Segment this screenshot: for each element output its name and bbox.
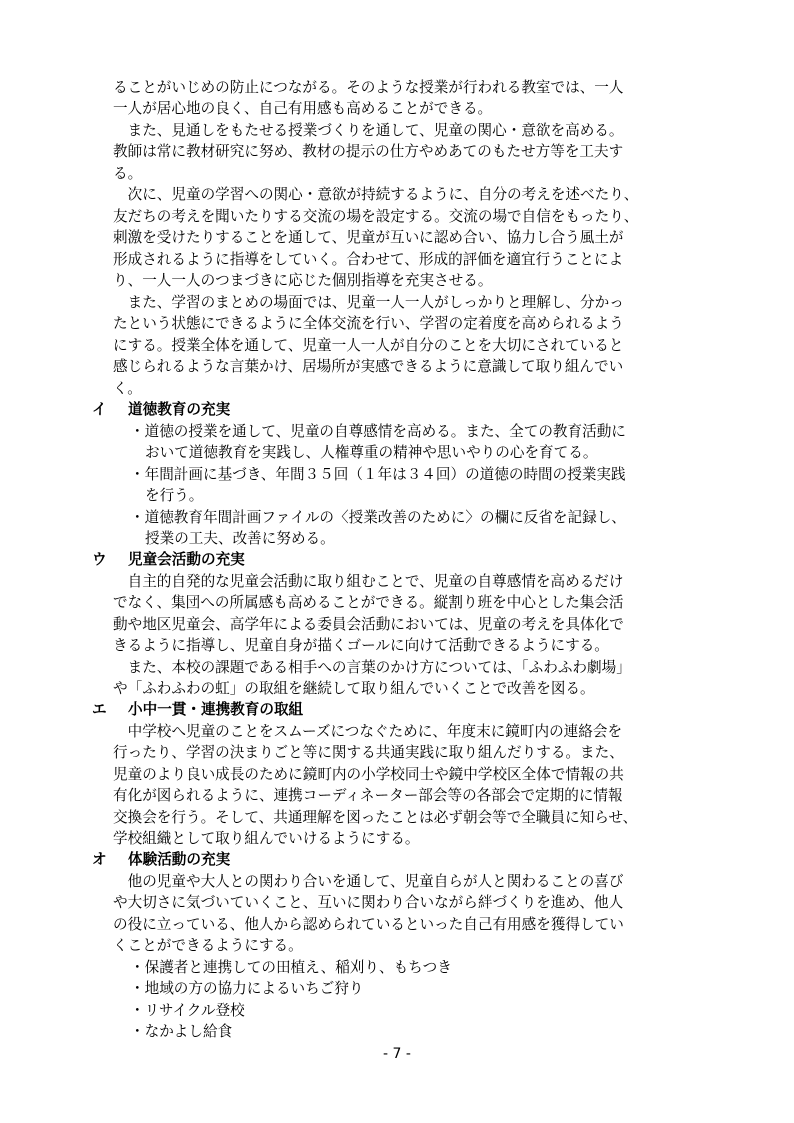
section-marker: イ	[92, 401, 107, 418]
section-marker: エ	[92, 701, 107, 718]
intro-line: 一人が居心地の良く、自己有用感も高めることができる。	[113, 100, 493, 117]
paragraph-line: 有化が図られるように、連携コーディネーター部会等の各部会で定期的に情報	[113, 787, 623, 804]
section-title: 道徳教育の充実	[128, 401, 231, 418]
bullet-continuation: 授業の工夫、改善に努める。	[145, 530, 335, 547]
intro-line: 感じられるような言葉かけ、居場所が実感できるように意識して取り組んでい	[113, 358, 624, 375]
bullet-line: ・年間計画に基づき、年間３５回（１年は３４回）の道徳の時間の授業実践	[130, 466, 626, 483]
intro-line: 友だちの考えを聞いたりする交流の場を設定する。交流の場で自信をもったり、	[113, 208, 639, 225]
bullet-continuation: おいて道徳教育を実践し、人権尊重の精神や思いやりの心を育てる。	[145, 444, 598, 461]
section-marker: ウ	[92, 551, 107, 568]
paragraph-line: 自主的自発的な児童会活動に取り組むことで、児童の自尊感情を高めるだけ	[113, 573, 624, 590]
section-title: 体験活動の充実	[128, 851, 231, 868]
section-heading	[92, 699, 303, 721]
bullet-line: ・地域の方の協力によるいちご狩り	[130, 980, 364, 997]
intro-line: 教師は常に教材研究に努め、教材の提示の仕方やめあてのもたせ方等を工夫す	[113, 143, 624, 160]
bullet-line: ・保護者と連携しての田植え、稲刈り、もちつき	[130, 959, 452, 976]
intro-line: たという状態にできるように全体交流を行い、学習の定着度を高められるよう	[113, 315, 624, 332]
paragraph-line: くことができるようにする。	[113, 937, 303, 954]
intro-line: ることがいじめの防止につながる。そのような授業が行われる教室では、一人	[113, 79, 624, 96]
intro-line: にする。授業全体を通して、児童一人一人が自分のことを大切にされていると	[113, 337, 624, 354]
paragraph-line: また、本校の課題である相手への言葉のかけ方については、「ふわふわ劇場」	[113, 659, 631, 676]
bullet-continuation: を行う。	[145, 487, 204, 504]
section-title: 児童会活動の充実	[128, 551, 245, 568]
paragraph-line: でなく、集団への所属感も高めることができる。縦割り班を中心とした集会活	[113, 594, 624, 611]
bullet-line: ・なかよし給食	[130, 1023, 233, 1040]
bullet-line: ・道徳教育年間計画ファイルの〈授業改善のために〉の欄に反省を記録し、	[130, 509, 626, 526]
paragraph-line: や大切さに気づいていくこと、互いに関わり合いながら絆づくりを進め、他人	[113, 894, 624, 911]
intro-line: る。	[113, 165, 143, 182]
bullet-line: ・道徳の授業を通して、児童の自尊感情を高める。また、全ての教育活動に	[130, 423, 626, 440]
intro-line: 次に、児童の学習への関心・意欲が持続するように、自分の考えを述べたり、	[113, 186, 639, 203]
paragraph-line: の役に立っている、他人から認められているといった自己有用感を獲得してい	[113, 916, 624, 933]
section-heading	[92, 849, 230, 871]
bullet-line: ・リサイクル登校	[130, 1002, 245, 1019]
paragraph-line: 他の児童や大人との関わり合いを通して、児童自らが人と関わることの喜び	[113, 873, 624, 890]
section-heading	[92, 549, 245, 571]
paragraph-line: 学校組織として取り組んでいけるようにする。	[113, 830, 420, 847]
intro-line: 形成されるように指導をしていく。合わせて、形成的評価を適宜行うことによ	[113, 251, 624, 268]
paragraph-line: 行ったり、学習の決まりごと等に関する共通実践に取り組んだりする。また、	[113, 744, 624, 761]
paragraph-line: 児童のより良い成長のために鏡町内の小学校同士や鏡中学校区全体で情報の共	[113, 766, 624, 783]
paragraph-line: きるように指導し、児童自身が描くゴールに向けて活動できるようにする。	[113, 637, 609, 654]
section-title: 小中一貫・連携教育の取組	[128, 701, 304, 718]
paragraph-line: 中学校へ児童のことをスムーズにつなぐために、年度末に鏡町内の連絡会を	[113, 723, 623, 740]
section-heading	[92, 399, 230, 421]
intro-line: 刺激を受けたりすることを通して、児童が互いに認め合い、協力し合う風土が	[113, 229, 624, 246]
intro-line: り、一人一人のつまづきに応じた個別指導を充実させる。	[113, 272, 493, 289]
paragraph-line: 動や地区児童会、高学年による委員会活動においては、児童の考えを具体化で	[113, 616, 624, 633]
paragraph-line: や「ふわふわの虹」の取組を継続して取り組んでいくことで改善を図る。	[113, 680, 595, 697]
page-number: - 7 -	[383, 1046, 411, 1062]
intro-line: また、学習のまとめの場面では、児童一人一人がしっかりと理解し、分かっ	[113, 294, 624, 311]
intro-line: また、見通しをもたせる授業づくりを通して、児童の関心・意欲を高める。	[113, 122, 624, 139]
section-marker: オ	[92, 851, 107, 868]
paragraph-line: 交換会を行う。そして、共通理解を図ったことは必ず朝会等で全職員に知らせ、	[113, 809, 638, 826]
intro-line: く。	[113, 380, 142, 397]
